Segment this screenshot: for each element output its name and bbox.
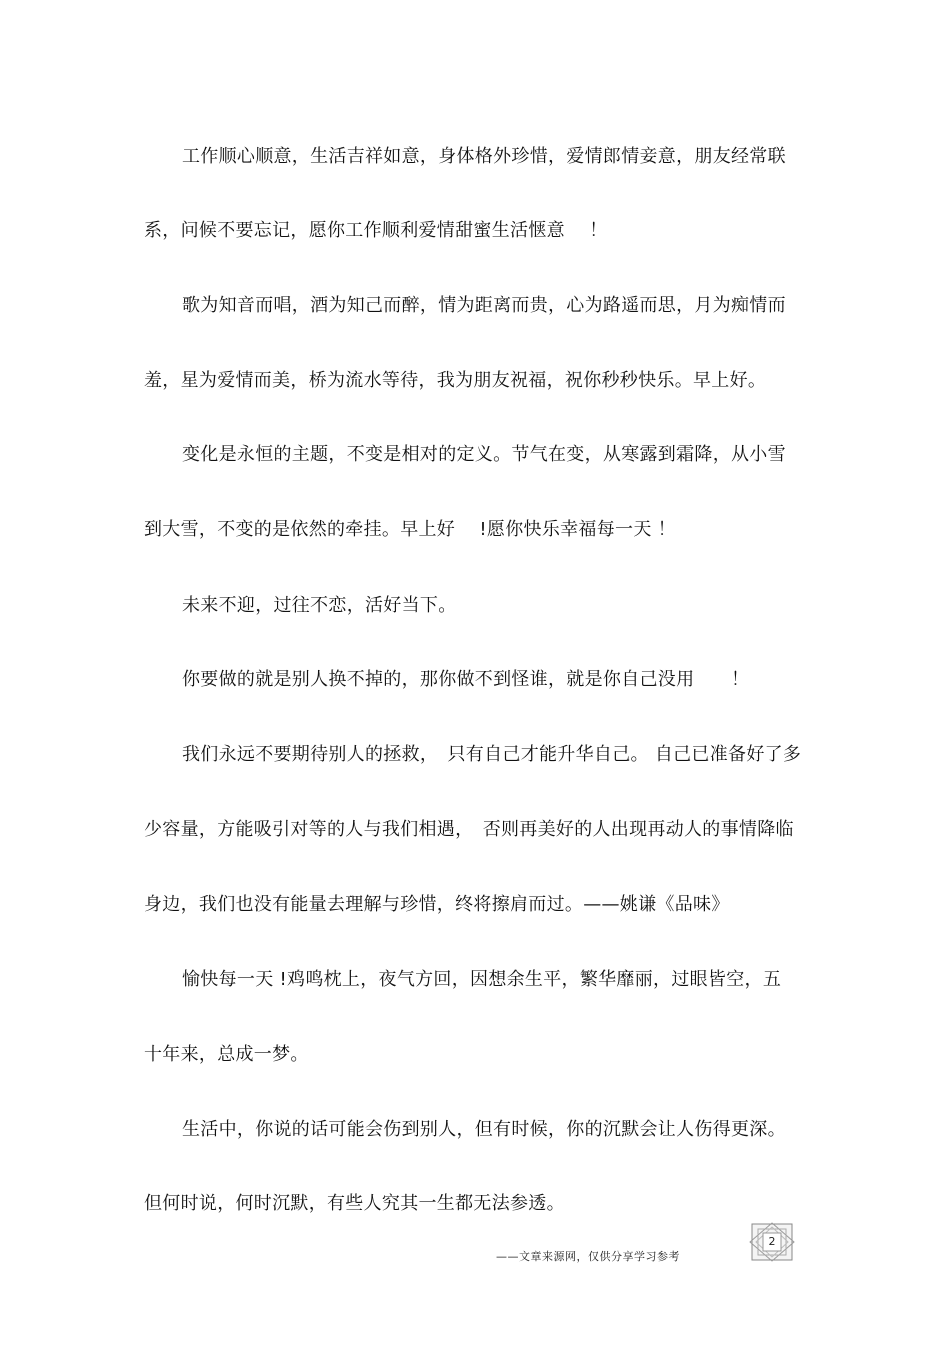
paragraph-line: 少容量，方能吸引对等的人与我们相遇， 否则再美好的人出现再动人的事情降临 <box>144 819 794 840</box>
paragraph-line: 变化是永恒的主题，不变是相对的定义。节气在变，从寒露到霜降，从小雪 <box>182 444 786 465</box>
paragraph-line: 未来不迎，过往不恋，活好当下。 <box>182 595 457 616</box>
paragraph-line: 系，问候不要忘记，愿你工作顺利爱情甜蜜生活惬意 ！ <box>144 220 608 241</box>
paragraph-line: 到大雪，不变的是依然的牵挂。早上好 !愿你快乐幸福每一天 ！ <box>144 519 676 540</box>
page-number: 2 <box>768 1235 776 1248</box>
paragraph-line: 工作顺心顺意，生活吉祥如意，身体格外珍惜，爱情郎情妾意，朋友经常联 <box>182 146 786 167</box>
paragraph-line: 你要做的就是别人换不掉的，那你做不到怪谁，就是你自己没用 ！ <box>182 669 750 690</box>
page-number-badge <box>748 1221 796 1263</box>
paragraph-line: 羞，星为爱情而美，桥为流水等待，我为朋友祝福，祝你秒秒快乐。早上好。 <box>144 370 767 391</box>
paragraph-line: 但何时说，何时沉默，有些人究其一生都无法参透。 <box>144 1193 565 1214</box>
paragraph-line: 身边，我们也没有能量去理解与珍惜，终将擦肩而过。——姚谦《品味》 <box>144 894 730 915</box>
paragraph-line: 生活中，你说的话可能会伤到别人，但有时候，你的沉默会让人伤得更深。 <box>182 1119 786 1140</box>
paragraph-line: 歌为知音而唱，酒为知己而醉，情为距离而贵，心为路遥而思，月为痴情而 <box>182 295 786 316</box>
footer-note: ——文章来源网，仅供分享学习参考 <box>496 1250 680 1263</box>
paragraph-line: 我们永远不要期待别人的拯救， 只有自己才能升华自己。 自己已准备好了多 <box>182 744 802 765</box>
paragraph-line: 十年来，总成一梦。 <box>144 1044 309 1065</box>
paragraph-line: 愉快每一天 !鸡鸣枕上，夜气方回，因想余生平，繁华靡丽，过眼皆空，五 <box>182 969 782 990</box>
